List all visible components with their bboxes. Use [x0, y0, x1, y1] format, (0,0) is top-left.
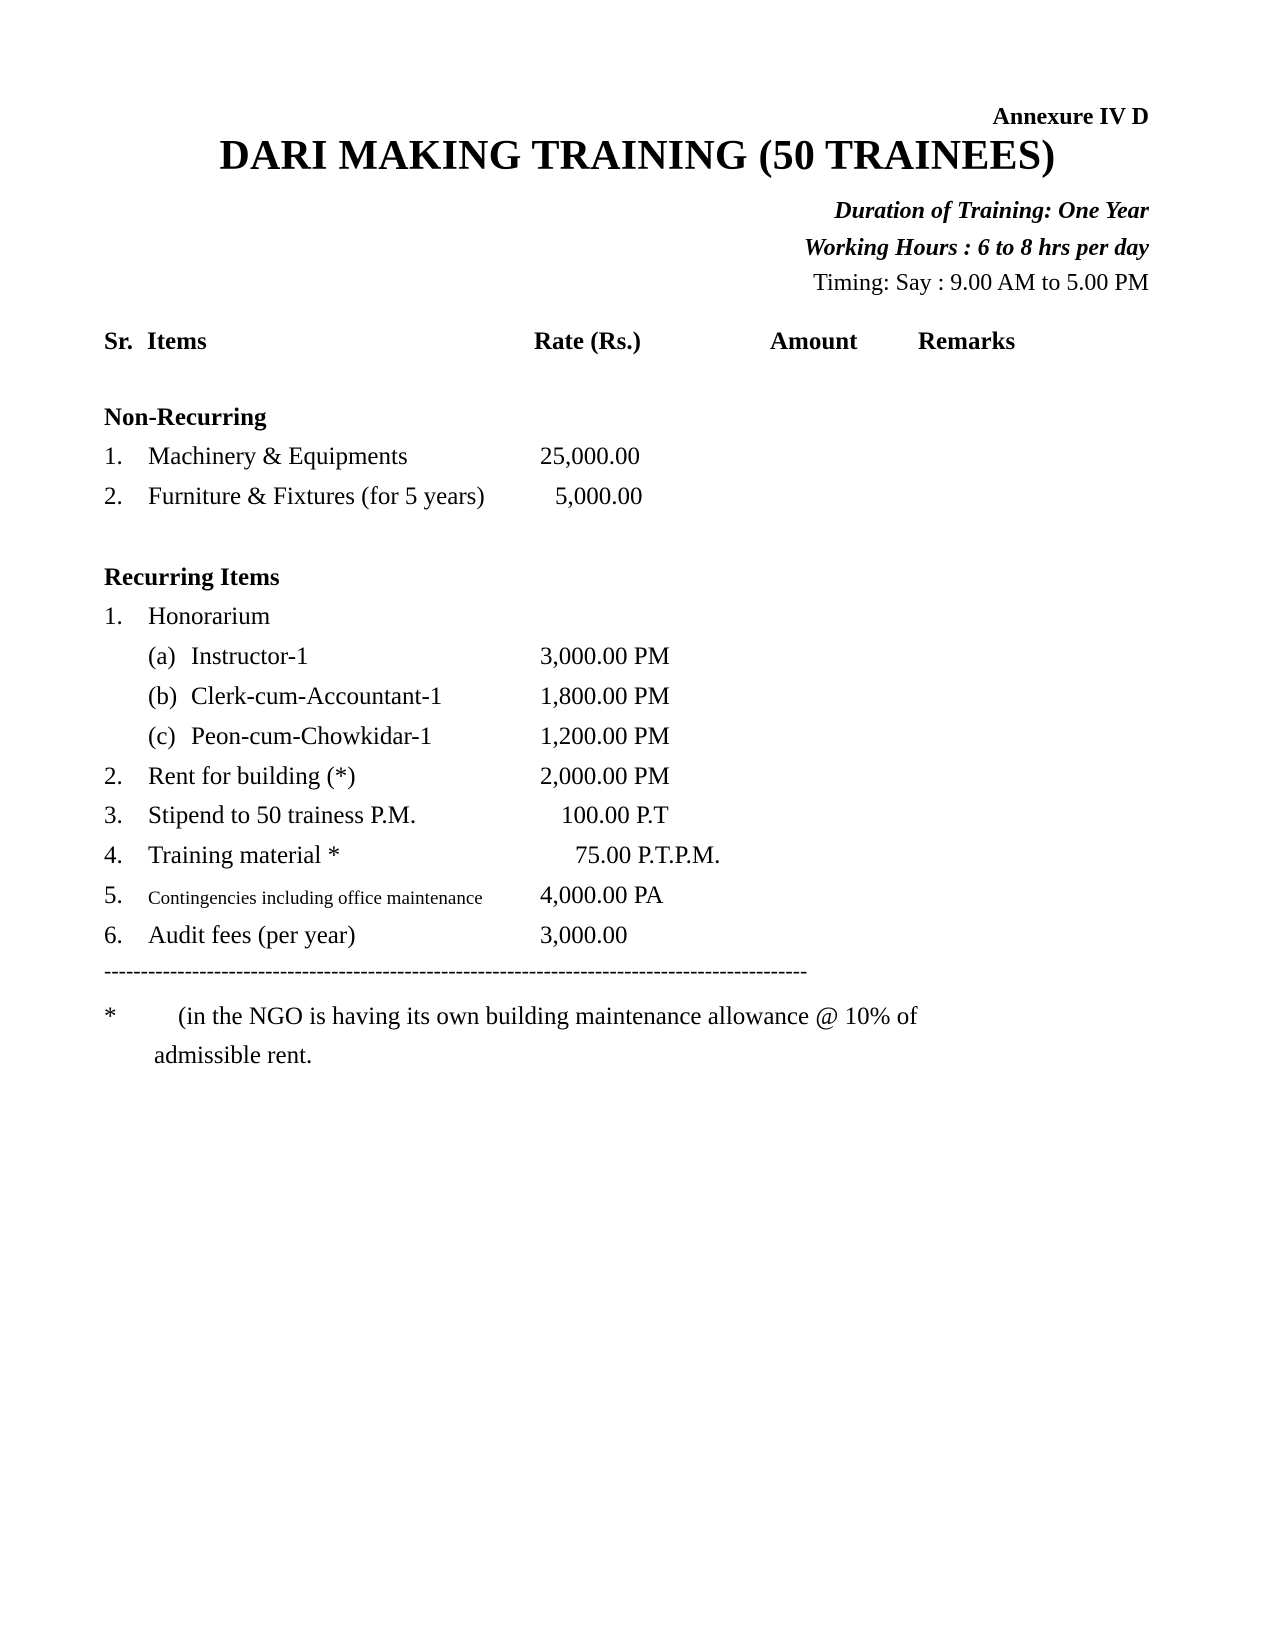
row-rate: 25,000.00 [540, 443, 640, 470]
sub-row-label: Instructor-1 [191, 643, 309, 670]
row-rate: 4,000.00 PA [540, 882, 664, 909]
footnote-line-2: admissible rent. [154, 1042, 313, 1069]
row-number: 3. [104, 802, 123, 829]
row-number: 1. [104, 603, 123, 630]
sub-row-rate: 1,200.00 PM [540, 723, 670, 750]
annexure-label: Annexure IV D [992, 104, 1149, 130]
row-label: Rent for building (*) [148, 763, 356, 790]
header-items: Items [147, 328, 207, 355]
sub-row-rate: 1,800.00 PM [540, 683, 670, 710]
row-label: Honorarium [148, 603, 271, 630]
sub-row-letter: (b) [148, 683, 178, 710]
row-rate: 5,000.00 [555, 483, 643, 510]
row-label: Training material * [148, 842, 341, 869]
row-rate: 100.00 P.T [561, 802, 669, 829]
header-rate: Rate (Rs.) [534, 328, 641, 355]
sub-row-label: Peon-cum-Chowkidar-1 [191, 723, 433, 750]
header-amount: Amount [770, 328, 858, 355]
sub-row-label: Clerk-cum-Accountant-1 [191, 683, 443, 710]
row-label: Stipend to 50 trainess P.M. [148, 802, 417, 829]
row-rate: 3,000.00 [540, 922, 628, 949]
timing-text: Timing: Say : 9.00 AM to 5.00 PM [813, 270, 1149, 296]
row-number: 1. [104, 443, 123, 470]
section-non-recurring: Non-Recurring [104, 404, 267, 431]
sub-row-letter: (c) [148, 723, 176, 750]
footnote-marker: * [104, 1003, 117, 1030]
sub-row-letter: (a) [148, 643, 176, 670]
row-number: 5. [104, 882, 123, 909]
header-remarks: Remarks [918, 328, 1016, 355]
row-rate: 2,000.00 PM [540, 763, 670, 790]
row-number: 4. [104, 842, 123, 869]
duration-text: Duration of Training: One Year [834, 198, 1149, 224]
row-rate: 75.00 P.T.P.M. [575, 842, 721, 869]
row-label: Audit fees (per year) [148, 922, 356, 949]
page-title: DARI MAKING TRAINING (50 TRAINEES) [219, 133, 1056, 179]
header-sr: Sr. [104, 328, 133, 355]
working-hours-text: Working Hours : 6 to 8 hrs per day [804, 235, 1149, 261]
row-label: Machinery & Equipments [148, 443, 408, 470]
row-number: 2. [104, 483, 123, 510]
row-number: 6. [104, 922, 123, 949]
section-recurring: Recurring Items [104, 564, 280, 591]
dashed-divider: ------------------------------------------------------------------------------------------------ [104, 958, 808, 983]
sub-row-rate: 3,000.00 PM [540, 643, 670, 670]
row-number: 2. [104, 763, 123, 790]
row-label: Contingencies including office maintenance [148, 888, 483, 909]
row-label: Furniture & Fixtures (for 5 years) [148, 483, 485, 510]
footnote-line-1: (in the NGO is having its own building maintenance allowance @ 10% of [178, 1003, 918, 1030]
